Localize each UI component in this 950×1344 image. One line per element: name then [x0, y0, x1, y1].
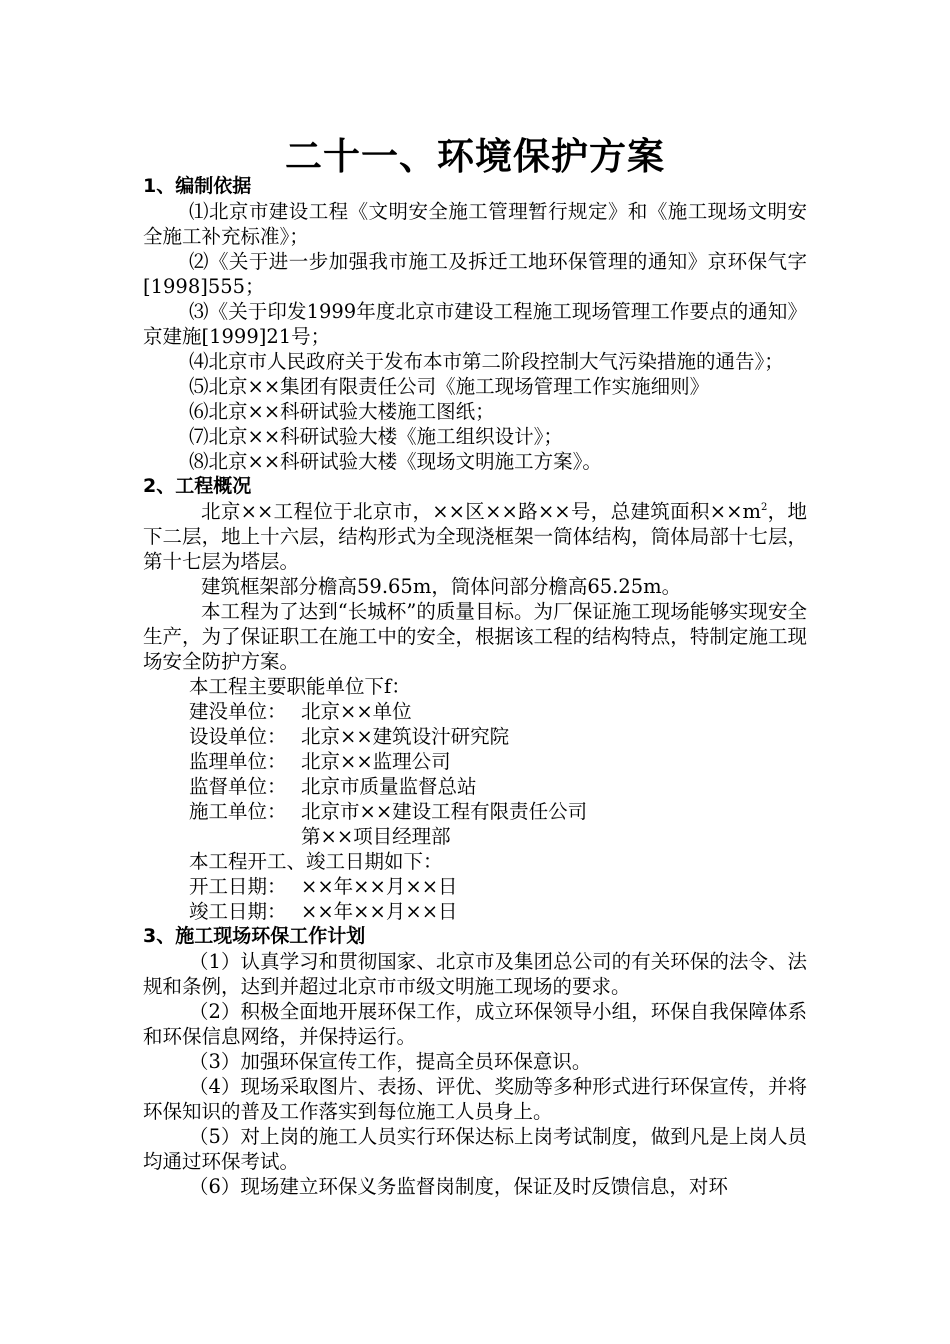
date-value: ××年××月××日: [301, 875, 458, 898]
unit-label: 施工单位：: [189, 800, 287, 823]
unit-value: 北京××监理公司: [301, 750, 451, 773]
unit-value: 北京市××建设工程有限责任公司: [301, 800, 588, 823]
unit-value-continuation: 第××项目经理部: [301, 825, 451, 848]
unit-row: [143, 774, 807, 799]
unit-value: 北京市质量监督总站: [301, 775, 477, 798]
basis-item: ⑹北京××科研试验大楼施工图纸；: [189, 400, 495, 423]
date-row: [143, 874, 807, 899]
unit-row: [143, 699, 807, 724]
overview-paragraph: 本工程为了达到“长城杯”的质量目标。为厂保证施工现场能够实现安全生产，为了保证职工在施工中的安全，根据该工程的结构特点，特制定施工现场安全防护方案。: [143, 600, 807, 673]
overview-paragraph: [143, 499, 807, 574]
dates-intro: 本工程开工、竣工日期如下：: [189, 850, 443, 873]
document-title: 二十一、环境保护方案: [285, 135, 665, 178]
basis-item: ⑴北京市建设工程《文明安全施工管理暂行规定》和《施工现场文明安全施工补充标准》；: [143, 200, 807, 248]
section-heading-basis: 1、编制依据: [143, 175, 252, 197]
unit-label: 建没单位：: [189, 700, 287, 723]
unit-row: [143, 724, 807, 749]
overview-text: ，地下二层，地上十六层，结构形式为全现浇框架一筒体结构，筒体局部十七层，第十七层为塔层。: [143, 500, 807, 573]
basis-item: ⑶《关于印发1999年度北京市建设工程施工现场管理工作要点的通知》京建施[1999]21号；: [143, 300, 807, 348]
basis-item: ⑸北京××集团有限责任公司《施工现场管理工作实施细则》: [189, 375, 710, 398]
plan-item: （6）现场建立环保义务监督岗制度，保证及时反馈信息，对环: [189, 1175, 728, 1198]
unit-row: [143, 749, 807, 774]
unit-value: 北京××单位: [301, 700, 412, 723]
document-body: [143, 174, 807, 1199]
overview-paragraph: 建筑框架部分檐高59.65m，筒体问部分檐高65.25m。: [201, 575, 682, 598]
overview-text: 北京××工程位于北京市，××区××路××号，总建筑面积××m: [201, 500, 761, 523]
basis-item: ⑻北京××科研试验大楼《现场文明施工方案》。: [189, 450, 602, 473]
unit-label: 监理单位：: [189, 750, 287, 773]
section-heading-overview: 2、工程概况: [143, 475, 252, 497]
unit-value: 北京××建筑设汁研究院: [301, 725, 510, 748]
plan-item: （3）加强环保宣传工作，提高全员环保意识。: [189, 1050, 592, 1073]
plan-item: （5）对上岗的施工人员实行环保达标上岗考试制度，做到凡是上岗人员均通过环保考试。: [143, 1125, 807, 1173]
unit-label: 设设单位：: [189, 725, 287, 748]
plan-item: （4）现场采取图片、表扬、评优、奖励等多种形式进行环保宣传，并将环保知识的普及工作落实到每位施工人员身上。: [143, 1075, 807, 1123]
area-unit-superscript: 2: [760, 502, 768, 513]
basis-item: ⑷北京市人民政府关于发布本市第二阶段控制大气污染措施的通告》；: [189, 350, 784, 373]
units-intro: 本工程主要职能单位下f：: [189, 675, 411, 698]
unit-row: [143, 799, 807, 824]
basis-item: ⑵《关于进一步加强我市施工及拆迁工地环保管理的通知》京环保气字[1998]555；: [143, 250, 807, 298]
date-value: ××年××月××日: [301, 900, 458, 923]
unit-label: 监督单位：: [189, 775, 287, 798]
date-row: [143, 899, 807, 924]
plan-item: （2）积极全面地开展环保工作，成立环保领导小组，环保自我保障体系和环保信息网络，并保持运行。: [143, 1000, 807, 1048]
plan-item: （1）认真学习和贯彻国家、北京市及集团总公司的有关环保的法令、法规和条例，达到并超过北京市市级文明施工现场的要求。: [143, 950, 807, 998]
date-label: 竣工日期：: [189, 900, 287, 923]
section-heading-plan: 3、施工现场环保工作计划: [143, 925, 366, 947]
date-label: 开工日期：: [189, 875, 287, 898]
basis-item: ⑺北京××科研试验大楼《施工组织设计》；: [189, 425, 563, 448]
